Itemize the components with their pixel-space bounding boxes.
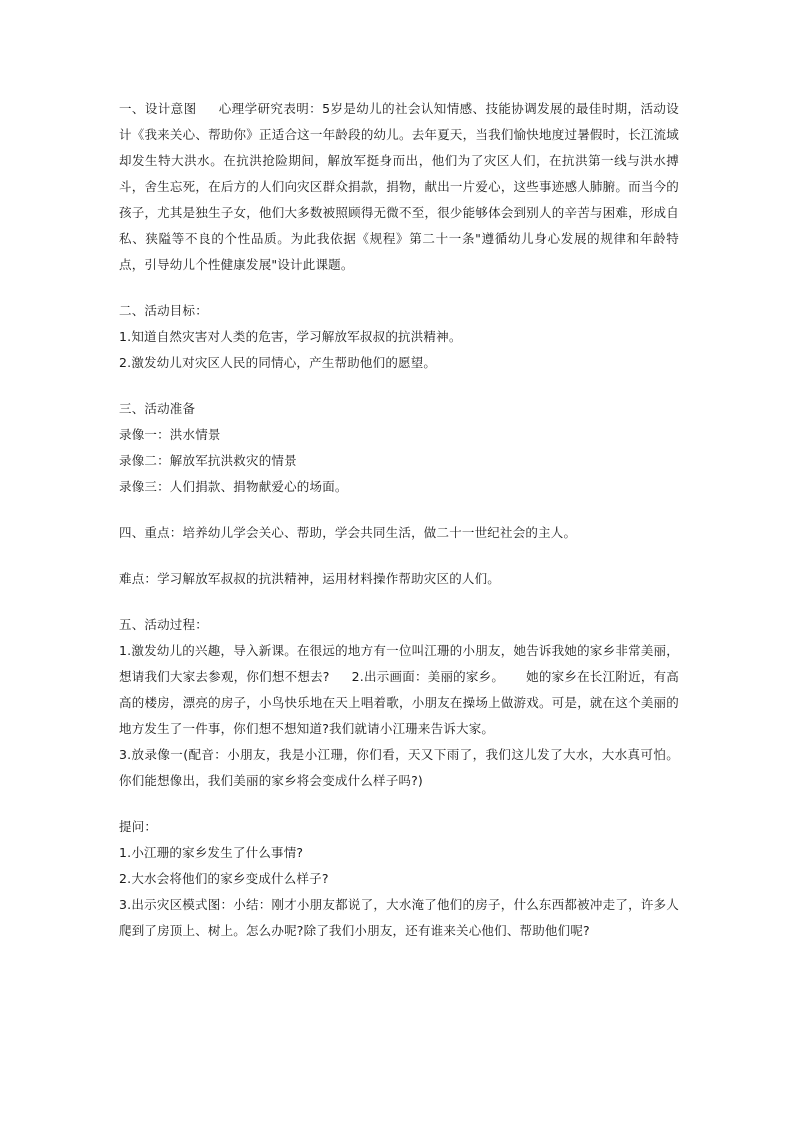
process-step-1-2	[119, 638, 679, 742]
section1-paragraph	[119, 96, 679, 278]
process-step-1: 1.激发幼儿的兴趣，导入新课。在很远的地方有一位叫江珊的小朋友，她告诉我她的家乡非常美丽，想请我们大家去参观，你们想不想去?	[119, 643, 679, 684]
section2-heading: 二、活动目标：	[119, 303, 208, 318]
goal-item-2: 2.激发幼儿对灾区人民的同情心，产生帮助他们的愿望。	[119, 355, 437, 370]
section1-heading: 一、设计意图	[119, 101, 197, 116]
key-point: 四、重点：培养幼儿学会关心、帮助，学会共同生活，做二十一世纪社会的主人。	[119, 525, 577, 540]
question-item-2: 2.大水会将他们的家乡变成什么样子?	[119, 871, 329, 886]
document-page	[119, 96, 679, 944]
section1-body: 心理学研究表明：5岁是幼儿的社会认知情感、技能协调发展的最佳时期，活动设计《我来关心、帮助你》正适合这一年龄段的幼儿。去年夏天，当我们愉快地度过暑假时，长江流域却发生特大洪水。在抗洪抢险期间，解放军挺身而出，他们为了灾区人们，在抗洪第一线与洪水搏斗，舍生忘死，在后方的人们向灾区群众捐款，捐物，献出一片爱心，这些事迹感人肺腑。而当今的孩子，尤其是独生子女，他们大多数被照顾得无微不至，很少能够体会到别人的辛苦与困难，形成自私、狭隘等不良的个性品质。为此我依据《规程》第二十一条"遵循幼儿身心发展的规律和年龄特点，引导幼儿个性健康发展"设计此课题。	[119, 101, 680, 272]
prep-item-2: 录像二：解放军抗洪救灾的情景	[119, 453, 297, 468]
process-step-3: 3.放录像一(配音：小朋友，我是小江珊，你们看，天又下雨了，我们这儿发了大水，大水真可怕。你们能想像出，我们美丽的家乡将会变成什么样子吗?)	[119, 747, 679, 788]
section5-heading: 五、活动过程：	[119, 617, 208, 632]
question-item-1: 1.小江珊的家乡发生了什么事情?	[119, 845, 304, 860]
difficulty: 难点：学习解放军叔叔的抗洪精神，运用材料操作帮助灾区的人们。	[119, 571, 501, 586]
process-step-2-body: 她的家乡在长江附近，有高高的楼房，漂亮的房子，小鸟快乐地在天上唱着歌，小朋友在操场上做游戏。可是，就在这个美丽的地方发生了一件事，你们想不想知道?我们就请小江珊来告诉大家。	[119, 669, 679, 736]
section3-heading: 三、活动准备	[119, 401, 196, 416]
goal-item-1: 1.知道自然灾害对人类的危害，学习解放军叔叔的抗洪精神。	[119, 329, 462, 344]
questions-heading: 提问：	[119, 819, 158, 834]
prep-item-1: 录像一：洪水情景	[119, 427, 221, 442]
prep-item-3: 录像三：人们捐款、捐物献爱心的场面。	[119, 479, 348, 494]
question-item-3: 3.出示灾区模式图：小结：刚才小朋友都说了，大水淹了他们的房子，什么东西都被冲走了，许多人爬到了房顶上、树上。怎么办呢?除了我们小朋友，还有谁来关心他们、帮助他们呢?	[119, 897, 679, 938]
process-step-2: 2.出示画面：美丽的家乡。	[351, 669, 505, 684]
